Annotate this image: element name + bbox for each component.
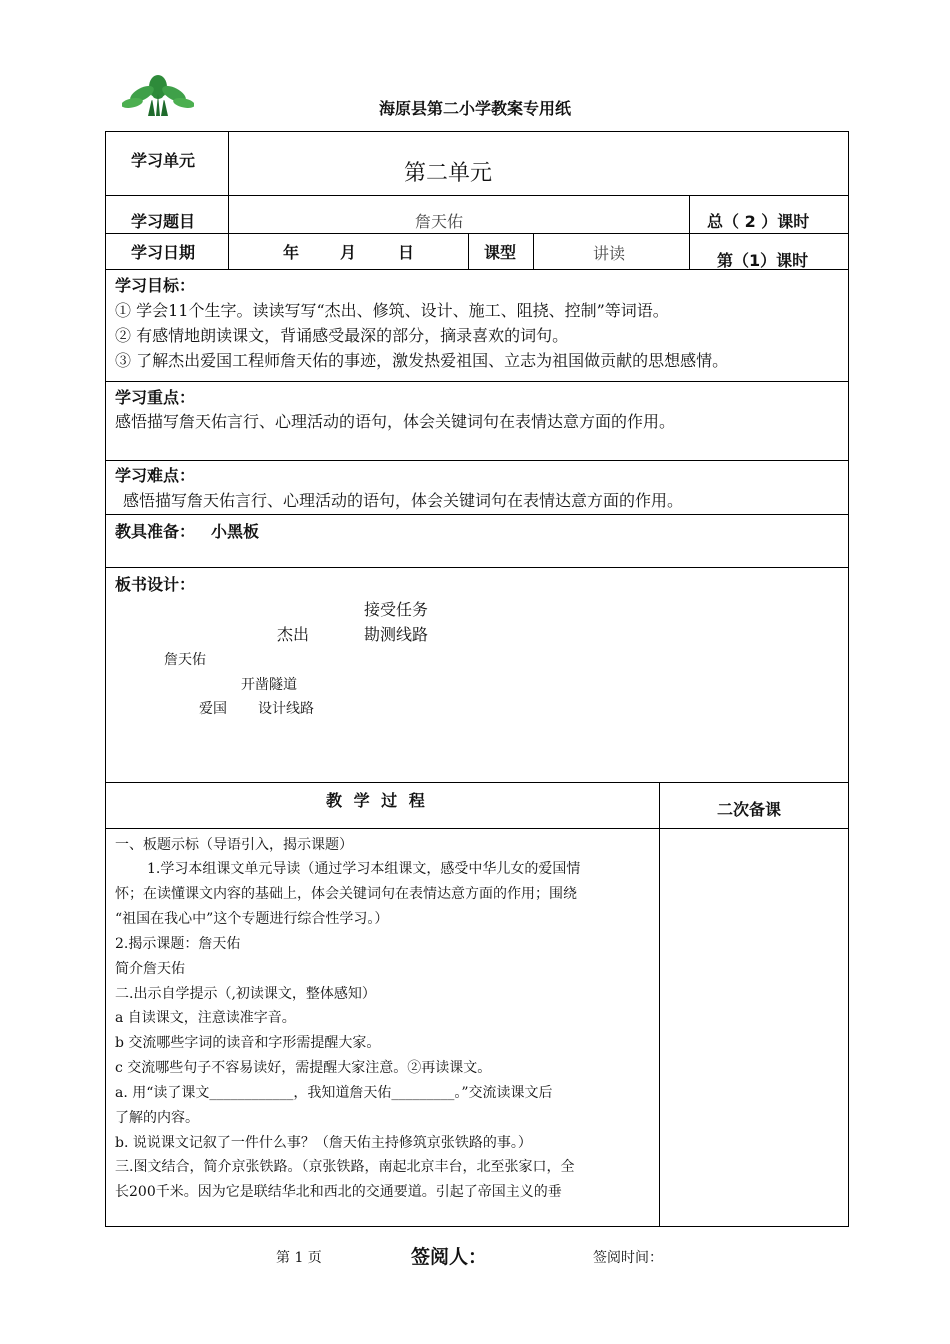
process-line: b. 说说课文记叙了一件什么事？（詹天佑主持修筑京张铁路的事。） xyxy=(115,1135,532,1151)
topic-label: 学习题目 xyxy=(131,212,196,231)
review-time-label: 签阅时间： xyxy=(593,1250,663,1266)
rule xyxy=(228,132,229,269)
lesson-plan-table xyxy=(105,131,849,1227)
second-prep-header: 二次备课 xyxy=(717,800,782,819)
difficulties-label: 学习难点： xyxy=(115,466,196,485)
board-name: 詹天佑 xyxy=(164,652,206,668)
rule xyxy=(106,195,848,196)
process-line: 1.学习本组课文单元导读（通过学习本组课文，感受中华儿女的爱国情 xyxy=(147,861,581,877)
rule xyxy=(659,782,660,1226)
key-points-text: 感悟描写詹天佑言行、心理活动的语句，体会关键词句在表情达意方面的作用。 xyxy=(115,412,676,431)
key-points-label: 学习重点： xyxy=(115,388,196,407)
board-outstanding: 杰出 xyxy=(277,625,310,644)
process-line: 怀；在读懂课文内容的基础上，体会关键词句在表情达意方面的作用；围绕 xyxy=(115,886,577,902)
process-line: 长200千米。因为它是联结华北和西北的交通要道。引起了帝国主义的垂 xyxy=(115,1184,562,1200)
rule xyxy=(106,828,848,829)
board-survey-route: 勘测线路 xyxy=(364,625,429,644)
goals-label: 学习目标： xyxy=(115,276,196,295)
goal-item: ① 学会11个生字。读读写写“杰出、修筑、设计、施工、阻挠、控制”等词语。 xyxy=(115,301,669,320)
goal-item: ② 有感情地朗读课文，背诵感受最深的部分，摘录喜欢的词句。 xyxy=(115,326,569,345)
process-line: 简介詹天佑 xyxy=(115,961,185,977)
school-title: 海原县第二小学教案专用纸 xyxy=(378,99,571,118)
goal-item: ③ 了解杰出爱国工程师詹天佑的事迹，激发热爱祖国、立志为祖国做贡献的思想感情。 xyxy=(115,351,729,370)
difficulties-text: 感悟描写詹天佑言行、心理活动的语句，体会关键词句在表情达意方面的作用。 xyxy=(123,491,684,510)
board-label: 板书设计： xyxy=(115,575,196,594)
rule xyxy=(106,460,848,461)
date-day: 日 xyxy=(398,243,415,262)
board-accept-task: 接受任务 xyxy=(364,600,429,619)
rule xyxy=(106,782,848,783)
date-year: 年 xyxy=(283,243,300,262)
page-number: 第 1 页 xyxy=(276,1250,322,1266)
process-header: 教 学 过 程 xyxy=(326,791,428,810)
lesson-type-value: 讲读 xyxy=(593,244,626,263)
process-line: 了解的内容。 xyxy=(115,1110,199,1126)
rule xyxy=(106,233,848,234)
board-design-route: 设计线路 xyxy=(258,701,314,717)
process-line: a. 用“读了课文____________，我知道詹天佑_________。”交流读课文后 xyxy=(115,1085,553,1101)
process-line: 二.出示自学提示（,初读课文，整体感知） xyxy=(115,986,376,1002)
rule xyxy=(106,381,848,382)
process-line: c 交流哪些句子不容易读好，需提醒大家注意。②再读课文。 xyxy=(115,1060,492,1076)
process-line: 三.图文结合，简介京张铁路。（京张铁路，南起北京丰台，北至张家口，全 xyxy=(115,1159,575,1175)
board-tunnel: 开凿隧道 xyxy=(241,677,297,693)
process-line: a 自读课文，注意读准字音。 xyxy=(115,1010,296,1026)
rule xyxy=(468,233,469,269)
topic-value: 詹天佑 xyxy=(415,212,464,231)
rule xyxy=(533,233,534,269)
rule xyxy=(689,195,690,269)
lesson-type-label: 课型 xyxy=(484,243,517,262)
rule xyxy=(106,567,848,568)
process-line: b 交流哪些字词的读音和字形需提醒大家。 xyxy=(115,1035,381,1051)
process-line: 一、板题示标（导语引入，揭示课题） xyxy=(115,837,353,853)
unit-value: 第二单元 xyxy=(404,161,493,186)
date-month: 月 xyxy=(340,243,357,262)
tools-value: 小黑板 xyxy=(211,522,260,541)
unit-label: 学习单元 xyxy=(131,151,196,170)
tools-label: 教具准备： xyxy=(115,522,196,541)
board-patriotic: 爱国 xyxy=(199,701,227,717)
date-label: 学习日期 xyxy=(131,243,196,262)
current-hour: 第（1）课时 xyxy=(717,251,809,270)
total-hours: 总（ 2 ）课时 xyxy=(707,212,810,231)
process-line: “祖国在我心中”这个专题进行综合性学习。） xyxy=(115,911,389,927)
rule xyxy=(106,514,848,515)
reviewer-label: 签阅人： xyxy=(411,1246,488,1268)
process-line: 2.揭示课题：詹天佑 xyxy=(115,936,241,952)
